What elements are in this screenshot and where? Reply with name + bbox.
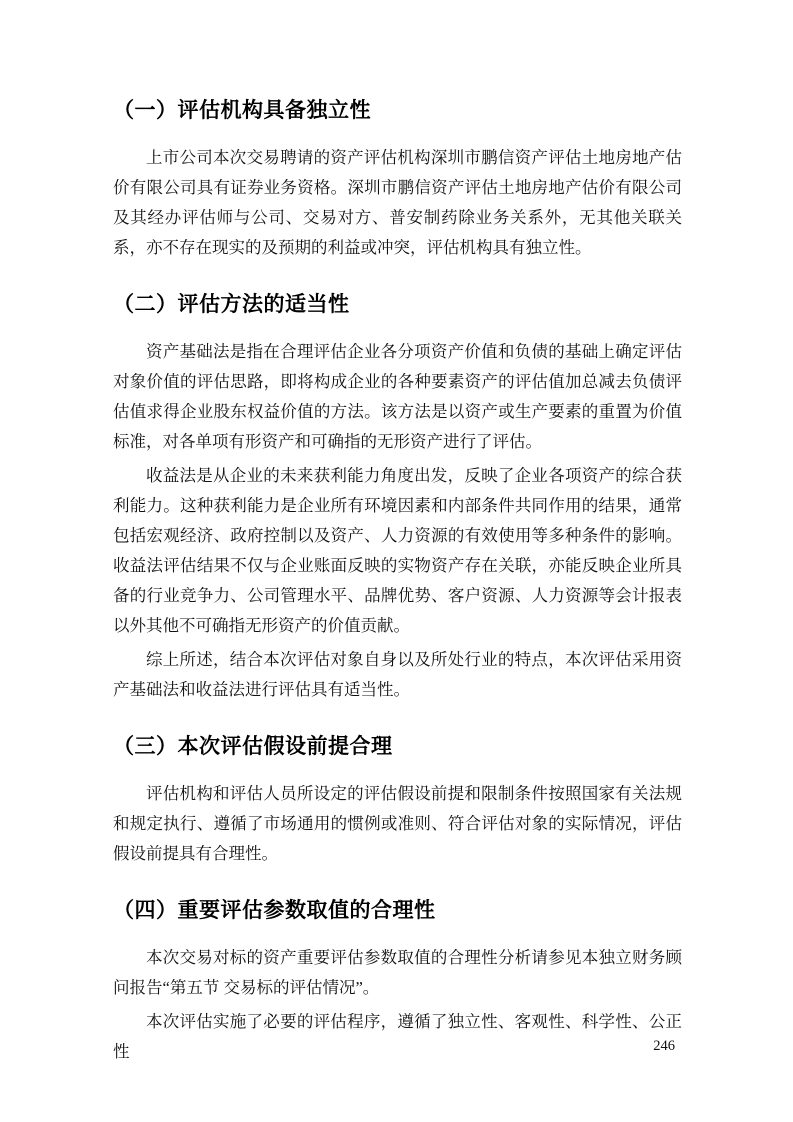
section-heading-4: （四）重要评估参数取值的合理性 bbox=[113, 899, 436, 922]
paragraph: 综上所述，结合本次评估对象自身以及所处行业的特点，本次评估采用资产基础法和收益法进行评估具有适当性。 bbox=[113, 650, 682, 699]
paragraph: 本次评估实施了必要的评估程序，遵循了独立性、客观性、科学性、公正性 bbox=[113, 1012, 682, 1061]
paragraph: 评估机构和评估人员所设定的评估假设前提和限制条件按照国家有关法规和规定执行、遵循了市场通用的惯例或准则、符合评估对象的实际情况，评估假设前提具有合理性。 bbox=[113, 784, 682, 863]
paragraph: 本次交易对标的资产重要评估参数取值的合理性分析请参见本独立财务顾问报告“第五节 交易标的评估情况”。 bbox=[113, 948, 682, 997]
section-heading-1: （一）评估机构具备独立性 bbox=[113, 99, 371, 122]
section-valuation-method bbox=[113, 291, 682, 705]
section-heading-3: （三）本次评估假设前提合理 bbox=[113, 735, 393, 758]
section-appraiser-independence bbox=[113, 97, 682, 263]
paragraph: 上市公司本次交易聘请的资产评估机构深圳市鹏信资产评估土地房地产估价有限公司具有证券业务资格。深圳市鹏信资产评估土地房地产估价有限公司及其经办评估师与公司、交易对方、普安制药除业务关系外，无其他关联关系，亦不存在现实的及预期的利益或冲突，评估机构具有独立性。 bbox=[113, 148, 682, 257]
section-parameter-reasonableness bbox=[113, 897, 682, 1067]
paragraph: 收益法是从企业的未来获利能力角度出发，反映了企业各项资产的综合获利能力。这种获利能力是企业所有环境因素和内部条件共同作用的结果，通常包括宏观经济、政府控制以及资产、人力资源的有效使用等多种条件的影响。收益法评估结果不仅与企业账面反映的实物资产存在关联，亦能反映企业所具备的行业竞争力、公司管理水平、品牌优势、客户资源、人力资源等会计报表以外其他不可确指无形资产的价值贡献。 bbox=[113, 466, 682, 635]
section-valuation-assumptions bbox=[113, 733, 682, 869]
document-content bbox=[113, 97, 682, 1071]
page-number: 246 bbox=[653, 1038, 675, 1054]
paragraph: 资产基础法是指在合理评估企业各分项资产价值和负债的基础上确定评估对象价值的评估思路，即将构成企业的各种要素资产的评估值加总减去负债评估值求得企业股东权益价值的方法。该方法是以资产或生产要素的重置为价值标准，对各单项有形资产和可确指的无形资产进行了评估。 bbox=[113, 342, 682, 451]
section-heading-2: （二）评估方法的适当性 bbox=[113, 293, 350, 316]
